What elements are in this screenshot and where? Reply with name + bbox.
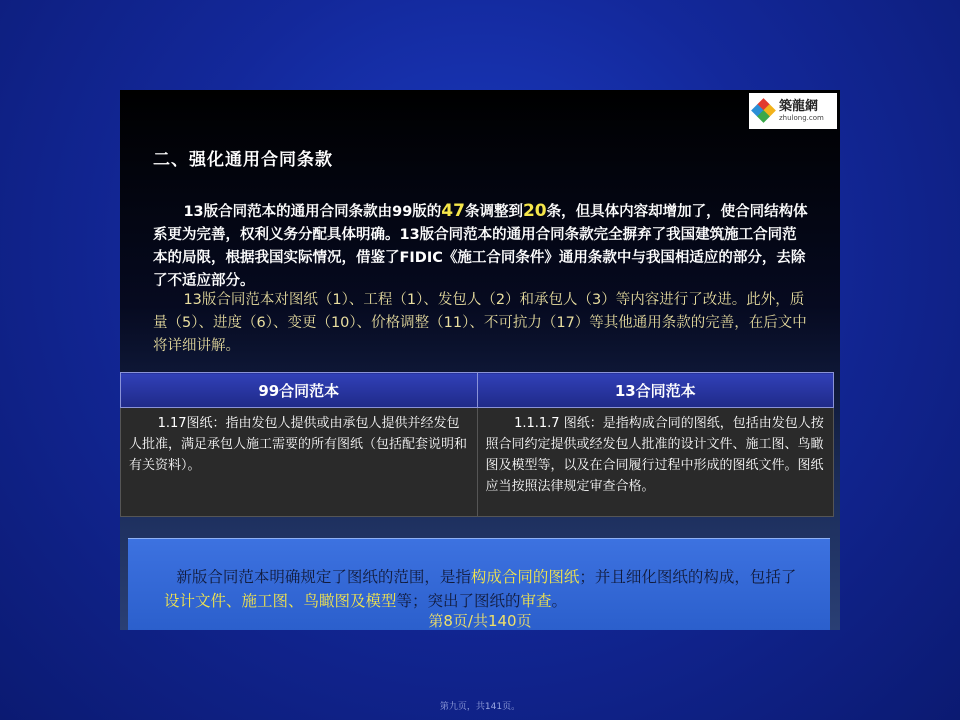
- summary-text-1: 新版合同范本明确规定了图纸的范围，是指: [176, 568, 471, 586]
- highlight-20: 20: [522, 201, 547, 221]
- table-cell-13-text: 1.1.1.7 图纸：是指构成合同的图纸，包括由发包人按照合同约定提供或经发包人批准的设计文件、施工图、鸟瞰图及模型等，以及在合同履行过程中形成的图纸文件。图纸应当按照法律规定审查合格。: [485, 416, 824, 494]
- summary-text-2: ；并且细化图纸的构成，包括了: [579, 568, 797, 586]
- table-cell-99: [121, 408, 478, 517]
- page-number-label: 第8页/共140页: [428, 612, 532, 630]
- table-cell-99-text: 1.17图纸：指由发包人提供或由承包人提供并经发包人批准，满足承包人施工需要的所有图纸（包括配套说明和有关资料）。: [129, 416, 468, 473]
- paragraph-1-text-a: 13版合同范本的通用合同条款由99版的: [183, 204, 442, 220]
- table-header-13: 13合同范本: [477, 373, 834, 408]
- paragraph-1: [153, 200, 811, 293]
- zhulong-logo-icon: [753, 100, 775, 122]
- section-heading: 二、强化通用合同条款: [153, 150, 333, 170]
- summary-highlight-1: 构成合同的图纸: [470, 568, 580, 586]
- summary-text: [164, 565, 804, 613]
- summary-text-4: 。: [551, 592, 568, 610]
- table-header-99: 99合同范本: [121, 373, 478, 408]
- zhulong-logo: [749, 93, 837, 129]
- table-cell-13: [477, 408, 834, 517]
- slide: [120, 90, 840, 630]
- logo-cn-text: 築龍網: [779, 99, 819, 114]
- paragraph-2-text: 13版合同范本对图纸（1）、工程（1）、发包人（2）和承包人（3）等内容进行了改进。此外，质量（5）、进度（6）、变更（10）、价格调整（11）、不可抗力（17）等其他通用条款的完善，在后文中将详细讲解。: [153, 292, 807, 354]
- paragraph-1-text-b: 条调整到: [464, 204, 523, 220]
- paragraph-1-text-c: 条，但具体内容却增加了，使合同结构体系更为完善，权利义务分配具体明确。13版合同范本的通用合同条款完全摒弃了我国建筑施工合同范本的局限，根据我国实际情况，借鉴了FIDIC《施工合同条件》通用条款中与我国相适应的部分，去除了不适应部分。: [153, 204, 808, 289]
- comparison-table: [120, 372, 834, 517]
- summary-text-3: 等；突出了图纸的: [396, 592, 521, 610]
- page-footer: 第九页，共141页。: [439, 702, 521, 712]
- highlight-47: 47: [441, 201, 465, 221]
- paragraph-2: [153, 289, 811, 358]
- summary-highlight-2: 设计文件、施工图、鸟瞰图及模型: [164, 592, 397, 610]
- summary-highlight-3: 审查: [520, 592, 552, 610]
- logo-en-text: zhulong.com: [779, 114, 824, 122]
